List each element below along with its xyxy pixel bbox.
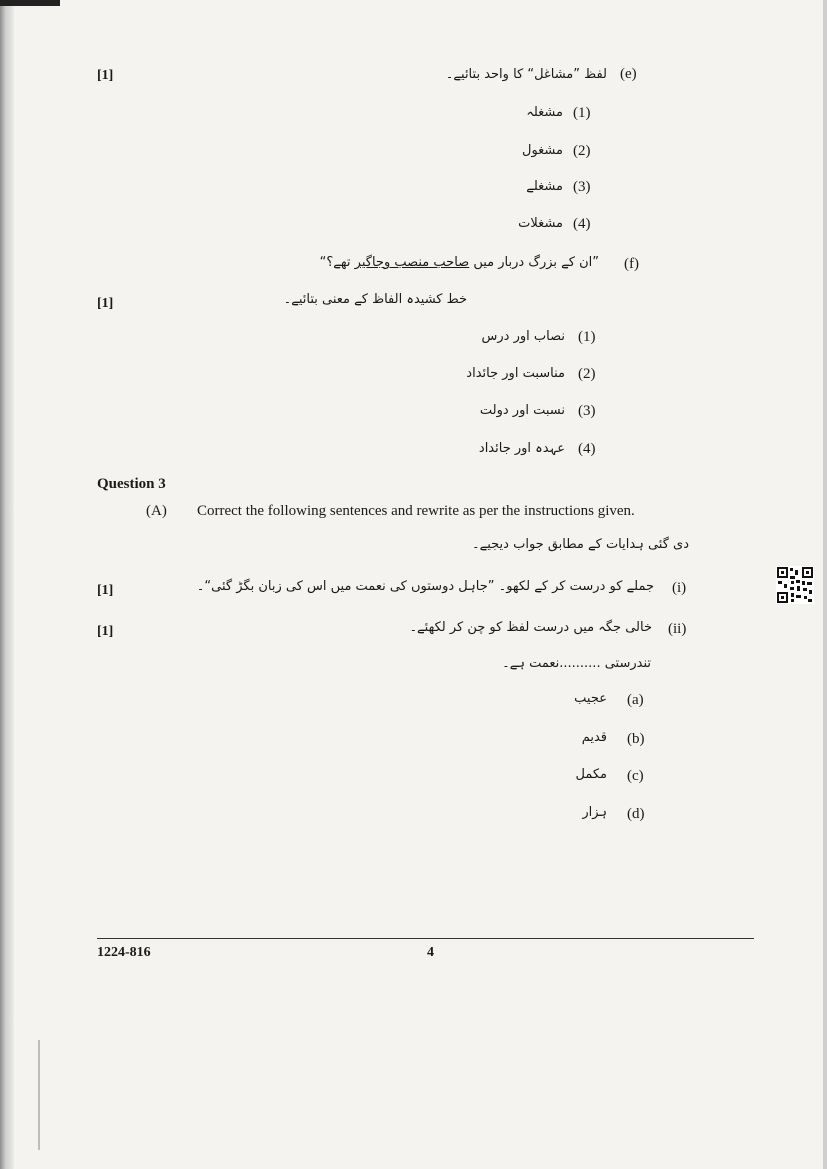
- page-number: 4: [427, 945, 434, 960]
- option-text: قدیم: [581, 730, 607, 745]
- option-num: (c): [627, 768, 644, 784]
- section-a-label: (A): [146, 503, 167, 519]
- marks-e: [1]: [97, 68, 114, 83]
- marks-i: [1]: [97, 583, 114, 598]
- label-f: (f): [624, 256, 639, 272]
- question-f-text: خط کشیدہ الفاظ کے معنی بتائیے۔: [283, 292, 467, 307]
- marks-f: [1]: [97, 296, 114, 311]
- option-num: (2): [578, 366, 596, 382]
- question-f-sentence: [320, 255, 599, 270]
- question-i-text: جملے کو درست کر کے لکھو۔ ”جاہل دوستوں کی نعمت میں اس کی زبان بگڑ گئی“۔: [196, 579, 654, 594]
- option-num: (4): [578, 441, 596, 457]
- option-text: نسبت اور دولت: [479, 403, 565, 418]
- option-num: (b): [627, 731, 645, 747]
- sentence-end: تھے؟“: [319, 255, 351, 270]
- label-e: (e): [620, 66, 637, 82]
- footer-code: 1224-816: [97, 945, 151, 960]
- option-num: (d): [627, 806, 645, 822]
- option-text: عہدہ اور جائداد: [478, 441, 565, 456]
- option-num: (4): [573, 216, 591, 232]
- option-text: مناسبت اور جائداد: [466, 366, 565, 381]
- footer-divider: [97, 938, 754, 939]
- question-ii-text: خالی جگہ میں درست لفظ کو چن کر لکھئے۔: [409, 620, 652, 635]
- option-text: مشغلات: [518, 216, 563, 231]
- option-num: (1): [573, 105, 591, 121]
- option-text: ہزار: [582, 805, 607, 820]
- option-num: (3): [578, 403, 596, 419]
- section-a-instruction: Correct the following sentences and rewrite as per the instructions given.: [197, 503, 635, 519]
- qr-code-icon: [776, 566, 814, 604]
- option-num: (3): [573, 179, 591, 195]
- scan-right-edge: [823, 0, 827, 1169]
- label-i: (i): [672, 580, 687, 596]
- option-text: عجیب: [574, 691, 607, 706]
- option-text: مکمل: [575, 767, 607, 782]
- option-text: مشغول: [522, 143, 563, 158]
- question-3-title: Question 3: [97, 476, 166, 492]
- sentence-main: ”ان کے بزرگ دربار میں: [473, 255, 599, 270]
- option-num: (1): [578, 329, 596, 345]
- scan-margin-line: [38, 1040, 40, 1150]
- section-a-instruction-urdu: دی گئی ہدایات کے مطابق جواب دیجیے۔: [472, 537, 689, 552]
- label-ii: (ii): [668, 621, 687, 637]
- option-text: مشغلہ: [526, 105, 563, 120]
- option-num: (2): [573, 143, 591, 159]
- question-ii-sentence: تندرستی ..........نعمت ہے۔: [502, 656, 651, 671]
- marks-ii: [1]: [97, 624, 114, 639]
- question-e-text: لفظ ”مشاغل“ کا واحد بتائیے۔: [445, 67, 607, 82]
- scan-corner-mark: [0, 0, 60, 6]
- option-num: (a): [627, 692, 644, 708]
- option-text: مشغلے: [526, 179, 563, 194]
- scan-left-edge: [0, 0, 14, 1169]
- sentence-underlined: صاحب منصب وجاگیر: [354, 255, 470, 270]
- option-text: نصاب اور درس: [481, 329, 565, 344]
